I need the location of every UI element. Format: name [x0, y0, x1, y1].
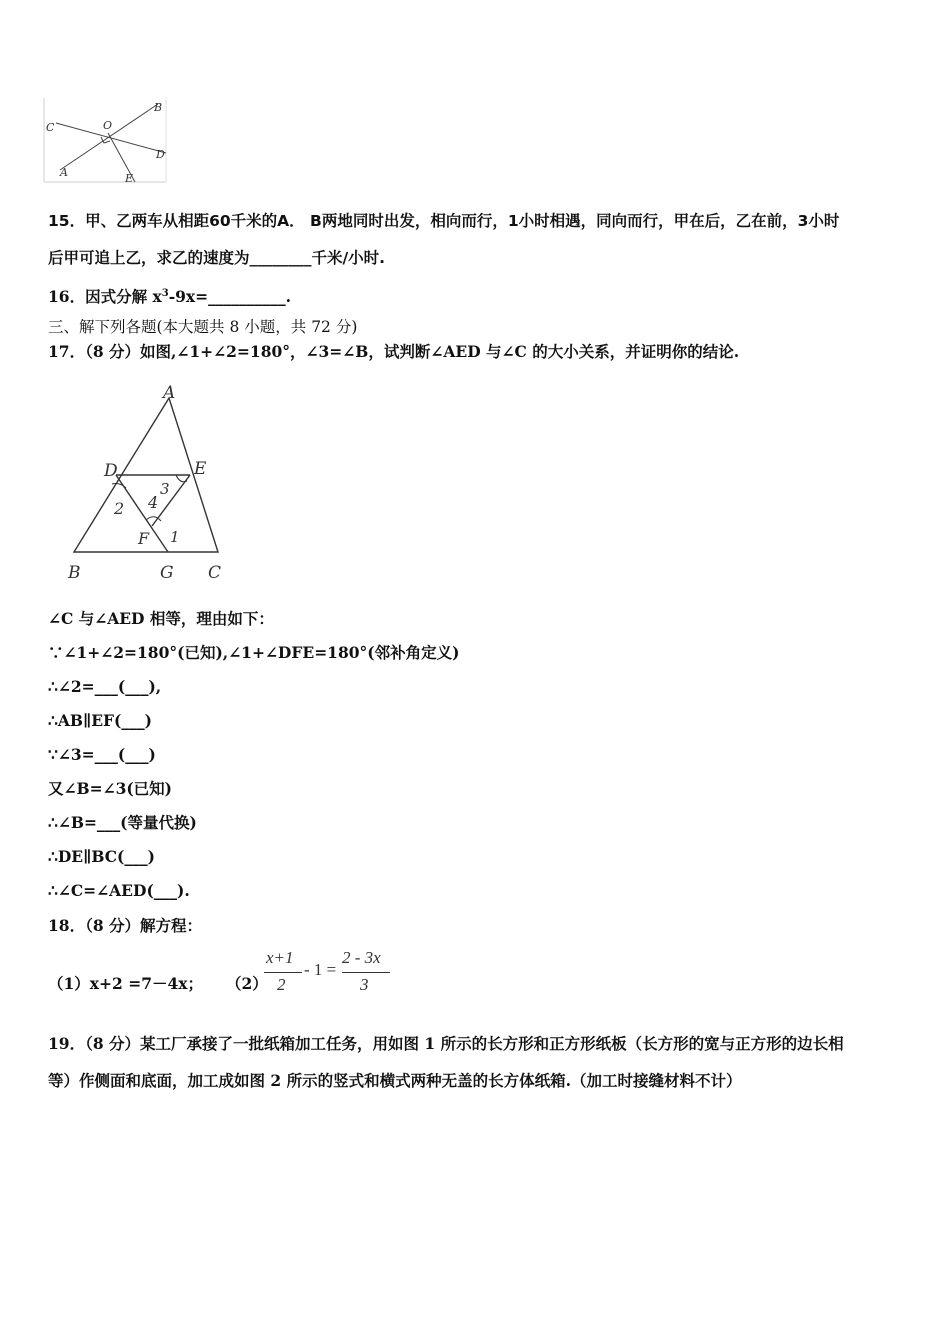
- label-C: C: [46, 121, 55, 134]
- proof-line-4: ∴AB∥EF(___): [48, 711, 152, 730]
- frac2-numerator: 2 - 3x: [342, 948, 381, 967]
- label-B: B: [154, 101, 163, 114]
- tri-label-C: C: [208, 563, 222, 583]
- q16-prefix: 16．因式分解 x: [48, 287, 162, 307]
- q18-part1-equation: x+2 =7－4x；: [89, 974, 204, 993]
- angle-label-1: 1: [170, 528, 180, 546]
- section-3-heading: 三、解下列各题(本大题共 8 小题，共 72 分): [48, 318, 358, 336]
- q15-line2: 后甲可追上乙，求乙的速度为________千米/小时.: [48, 249, 386, 267]
- label-A: A: [60, 166, 68, 179]
- frac2-denominator: 3: [360, 975, 369, 994]
- tri-label-G: G: [160, 563, 174, 583]
- tri-label-B: B: [68, 563, 81, 583]
- q16-suffix: -9x=__________.: [168, 287, 292, 307]
- q19-line1: 19．（8 分）某工厂承接了一批纸箱加工任务，用如图 1 所示的长方形和正方形纸板（长方形的宽与正方形的边长相: [48, 1034, 844, 1053]
- angle-lines-figure: [40, 96, 170, 188]
- q15-line1: 15．甲、乙两车从相距60千米的A． B两地同时出发，相向而行，1小时相遇，同向而行，甲在后，乙在前，3小时: [48, 212, 840, 230]
- q18-part1-label: （1）: [48, 974, 90, 993]
- frac1-bar: [264, 972, 302, 973]
- proof-line-3: ∴∠2=___(___),: [48, 677, 162, 696]
- frac1-numerator: x+1: [266, 948, 294, 967]
- q18-part1: [48, 973, 203, 995]
- q18-title: 18．（8 分）解方程：: [48, 916, 203, 935]
- proof-line-7: ∴∠B=___(等量代换): [48, 813, 197, 832]
- label-O: O: [103, 119, 113, 132]
- q16-line: [48, 283, 291, 308]
- proof-line-6: 又∠B=∠3(已知): [48, 779, 173, 798]
- q17-title: 17．（8 分）如图,∠1+∠2=180°，∠3=∠B，试判断∠AED 与∠C 的大小关系，并证明你的结论.: [48, 342, 740, 361]
- q19-line2: 等）作侧面和底面，加工成如图 2 所示的竖式和横式两种无盖的长方体纸箱.（加工时接缝材料不计）: [48, 1071, 742, 1090]
- q18-part2-label: （2）: [226, 974, 268, 993]
- angle-label-4: 4: [148, 493, 159, 512]
- tri-label-A: A: [163, 383, 176, 403]
- proof-line-9: ∴∠C=∠AED(___).: [48, 881, 190, 900]
- tri-label-D: D: [104, 461, 118, 481]
- label-E: E: [125, 172, 134, 185]
- frac1-denominator: 2: [277, 975, 286, 994]
- label-D: D: [156, 148, 165, 161]
- proof-line-1: ∠C 与∠AED 相等，理由如下：: [48, 609, 274, 628]
- angle-label-2: 2: [114, 499, 125, 518]
- triangle-figure: [62, 378, 232, 586]
- proof-line-8: ∴DE∥BC(___): [48, 847, 155, 866]
- tri-label-F: F: [138, 529, 150, 548]
- frac2-bar: [342, 972, 390, 973]
- q16-superscript: 3: [161, 288, 169, 299]
- proof-line-5: ∵∠3=___(___): [48, 745, 156, 764]
- minus-one: - 1 =: [304, 960, 337, 979]
- proof-line-2: ∵∠1+∠2=180°(已知),∠1+∠DFE=180°(邻补角定义): [48, 643, 460, 662]
- tri-label-E: E: [194, 459, 207, 479]
- angle-label-3: 3: [160, 480, 170, 498]
